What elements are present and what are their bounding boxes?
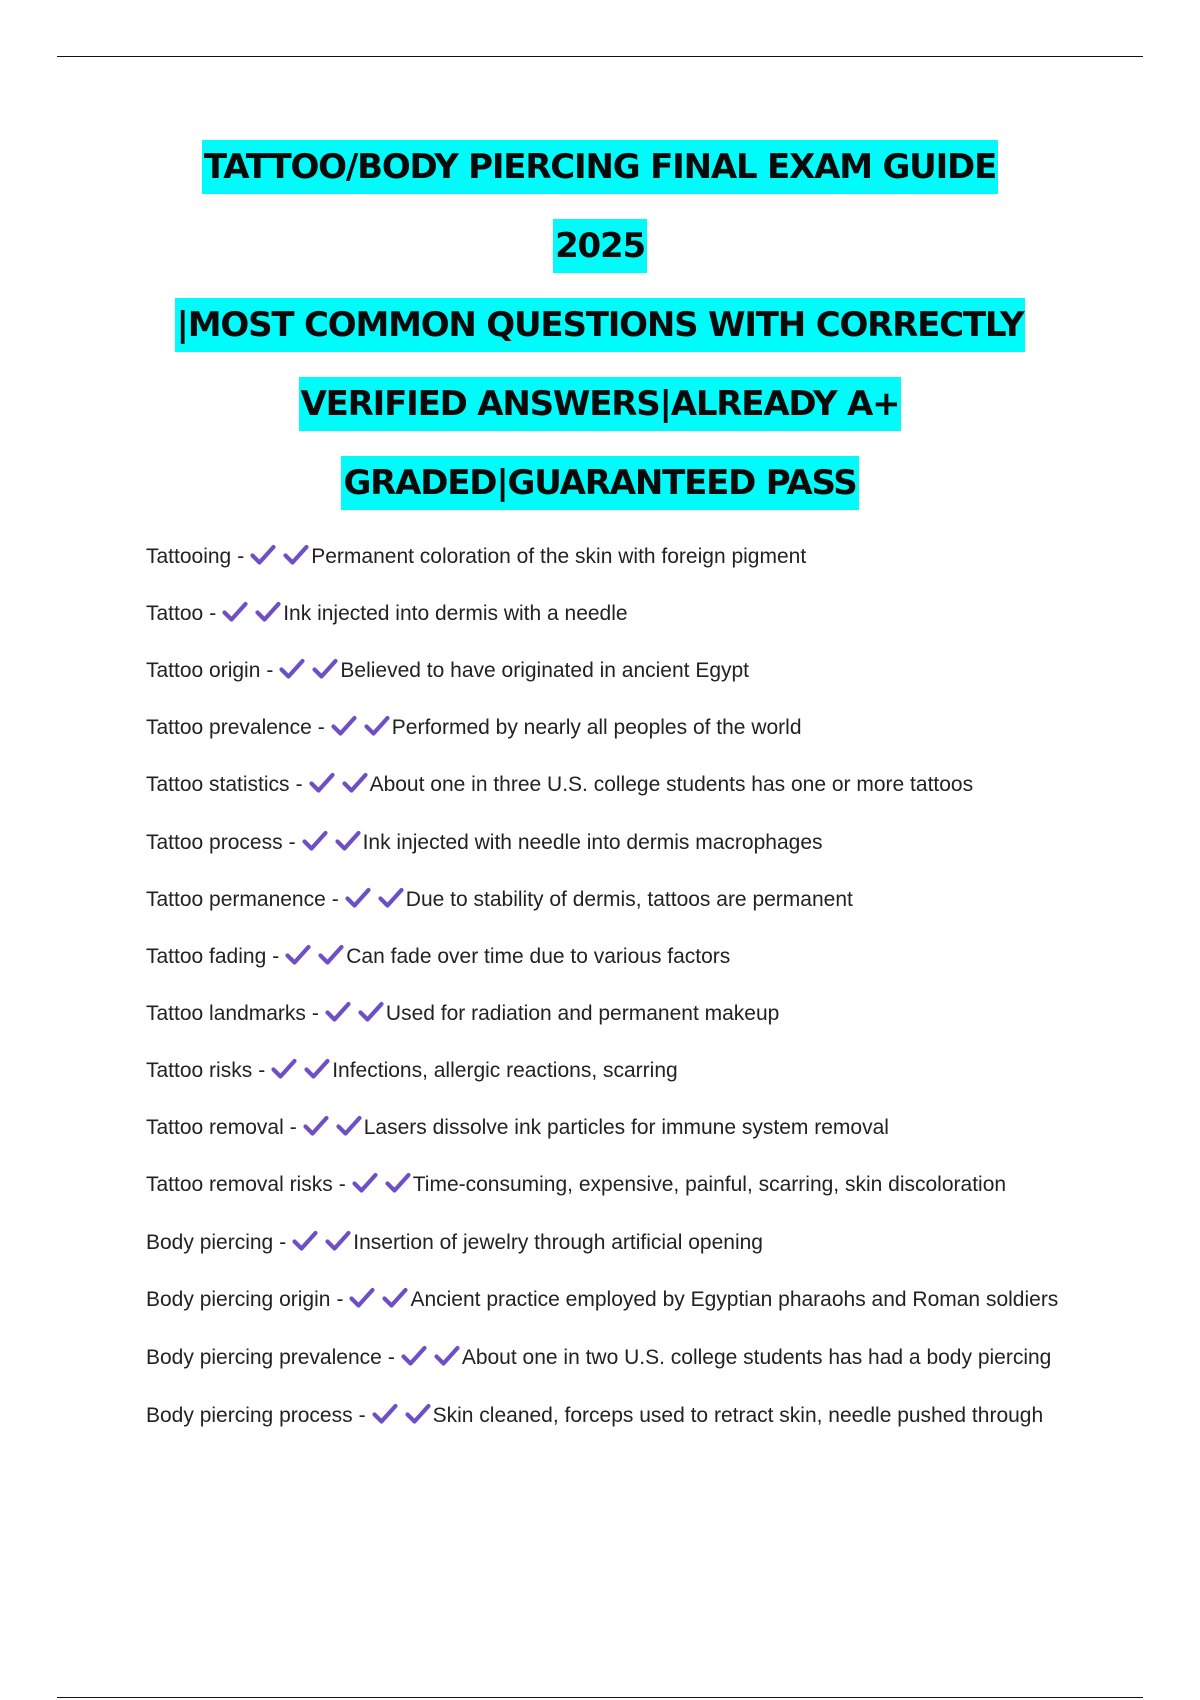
double-checkmark-icon: [302, 829, 361, 862]
double-checkmark-icon: [250, 543, 309, 576]
double-checkmark-icon: [292, 1229, 351, 1262]
double-checkmark-icon: [372, 1402, 431, 1435]
qa-item: [146, 1399, 1096, 1435]
qa-definition: Used for radiation and permanent makeup: [385, 1002, 780, 1025]
qa-item: [146, 1054, 1096, 1090]
qa-term: Tattoo fading: [146, 945, 267, 968]
qa-definition: Due to stability of dermis, tattoos are permanent: [405, 888, 853, 911]
double-checkmark-icon: [401, 1344, 460, 1377]
qa-item: [146, 1341, 1096, 1377]
qa-separator: -: [317, 716, 325, 739]
qa-item: [146, 711, 1096, 747]
checkmark-icon: [364, 715, 390, 737]
qa-definition: About one in two U.S. college students has had a body piercing: [461, 1346, 1052, 1369]
qa-separator: -: [338, 1173, 346, 1196]
qa-term: Tattoo removal risks: [146, 1173, 333, 1196]
double-checkmark-icon: [331, 714, 390, 747]
qa-item: [146, 1226, 1096, 1262]
qa-item: [146, 654, 1096, 690]
qa-item: [146, 940, 1096, 976]
title-line-3: |MOST COMMON QUESTIONS WITH CORRECTLY: [100, 298, 1100, 377]
qa-definition: Skin cleaned, forceps used to retract skin, needle pushed through: [432, 1404, 1044, 1427]
qa-item: [146, 768, 1096, 804]
checkmark-icon: [335, 830, 361, 852]
checkmark-icon: [352, 1172, 378, 1194]
qa-definition: Ink injected into dermis with a needle: [283, 602, 628, 625]
qa-term: Tattoo landmarks: [146, 1002, 306, 1025]
qa-separator: -: [272, 945, 280, 968]
checkmark-icon: [312, 658, 338, 680]
qa-separator: -: [289, 1116, 297, 1139]
qa-term: Body piercing process: [146, 1404, 353, 1427]
qa-item: [146, 883, 1096, 919]
qa-separator: -: [279, 1231, 287, 1254]
qa-definition: Performed by nearly all peoples of the world: [391, 716, 802, 739]
top-rule: [57, 56, 1143, 57]
checkmark-icon: [250, 544, 276, 566]
qa-definition: Permanent coloration of the skin with foreign pigment: [311, 545, 807, 568]
double-checkmark-icon: [325, 1000, 384, 1033]
double-checkmark-icon: [309, 771, 368, 804]
title-line-5: GRADED|GUARANTEED PASS: [100, 456, 1100, 535]
double-checkmark-icon: [345, 886, 404, 919]
qa-term: Body piercing origin: [146, 1288, 331, 1311]
qa-item: [146, 997, 1096, 1033]
checkmark-icon: [372, 1403, 398, 1425]
qa-separator: -: [266, 659, 274, 682]
qa-separator: -: [258, 1059, 266, 1082]
qa-item: [146, 1168, 1096, 1204]
qa-definition: Insertion of jewelry through artificial opening: [353, 1231, 763, 1254]
qa-definition: Infections, allergic reactions, scarring: [332, 1059, 678, 1082]
qa-item: [146, 540, 1096, 576]
double-checkmark-icon: [285, 943, 344, 976]
qa-separator: -: [237, 545, 245, 568]
checkmark-icon: [303, 1115, 329, 1137]
checkmark-icon: [309, 772, 335, 794]
title-line-1: TATTOO/BODY PIERCING FINAL EXAM GUIDE: [100, 140, 1100, 219]
checkmark-icon: [325, 1001, 351, 1023]
qa-term: Tattoo risks: [146, 1059, 253, 1082]
checkmark-icon: [336, 1115, 362, 1137]
title-line-4: VERIFIED ANSWERS|ALREADY A+: [100, 377, 1100, 456]
qa-separator: -: [209, 602, 217, 625]
qa-item: [146, 597, 1096, 633]
checkmark-icon: [331, 715, 357, 737]
qa-term: Tattoo process: [146, 831, 283, 854]
checkmark-icon: [283, 544, 309, 566]
double-checkmark-icon: [222, 600, 281, 633]
double-checkmark-icon: [279, 657, 338, 690]
qa-separator: -: [288, 831, 296, 854]
double-checkmark-icon: [352, 1171, 411, 1204]
qa-term: Tattoo prevalence: [146, 716, 312, 739]
double-checkmark-icon: [303, 1114, 362, 1147]
qa-definition: About one in three U.S. college students has one or more tattoos: [369, 773, 974, 796]
qa-term: Tattoo: [146, 602, 204, 625]
qa-separator: -: [311, 1002, 319, 1025]
checkmark-icon: [222, 601, 248, 623]
bottom-rule: [57, 1697, 1143, 1698]
qa-term: Tattooing: [146, 545, 232, 568]
qa-term: Body piercing: [146, 1231, 274, 1254]
checkmark-icon: [401, 1345, 427, 1367]
qa-separator: -: [387, 1346, 395, 1369]
qa-term: Tattoo statistics: [146, 773, 290, 796]
checkmark-icon: [358, 1001, 384, 1023]
qa-definition: Ink injected with needle into dermis macrophages: [362, 831, 823, 854]
qa-term: Tattoo removal: [146, 1116, 284, 1139]
checkmark-icon: [349, 1287, 375, 1309]
qa-term: Tattoo origin: [146, 659, 261, 682]
checkmark-icon: [405, 1403, 431, 1425]
checkmark-icon: [434, 1345, 460, 1367]
qa-list: [146, 540, 1096, 1457]
checkmark-icon: [378, 887, 404, 909]
checkmark-icon: [271, 1058, 297, 1080]
checkmark-icon: [342, 772, 368, 794]
qa-definition: Lasers dissolve ink particles for immune system removal: [363, 1116, 889, 1139]
qa-separator: -: [331, 888, 339, 911]
qa-definition: Can fade over time due to various factors: [346, 945, 731, 968]
qa-separator: -: [295, 773, 303, 796]
qa-item: [146, 1111, 1096, 1147]
title-line-2: 2025: [100, 219, 1100, 298]
qa-item: [146, 1283, 1096, 1319]
qa-definition: Ancient practice employed by Egyptian pharaohs and Roman soldiers: [410, 1288, 1059, 1311]
qa-separator: -: [358, 1404, 366, 1427]
qa-definition: Believed to have originated in ancient Egypt: [340, 659, 750, 682]
checkmark-icon: [302, 830, 328, 852]
checkmark-icon: [292, 1230, 318, 1252]
checkmark-icon: [382, 1287, 408, 1309]
qa-term: Tattoo permanence: [146, 888, 326, 911]
qa-item: [146, 826, 1096, 862]
checkmark-icon: [318, 944, 344, 966]
qa-definition: Time-consuming, expensive, painful, scarring, skin discoloration: [412, 1173, 1007, 1196]
qa-term: Body piercing prevalence: [146, 1346, 382, 1369]
double-checkmark-icon: [349, 1286, 408, 1319]
checkmark-icon: [279, 658, 305, 680]
document-title: [100, 140, 1100, 535]
checkmark-icon: [325, 1230, 351, 1252]
checkmark-icon: [304, 1058, 330, 1080]
qa-separator: -: [336, 1288, 344, 1311]
checkmark-icon: [345, 887, 371, 909]
double-checkmark-icon: [271, 1057, 330, 1090]
checkmark-icon: [385, 1172, 411, 1194]
checkmark-icon: [255, 601, 281, 623]
checkmark-icon: [285, 944, 311, 966]
